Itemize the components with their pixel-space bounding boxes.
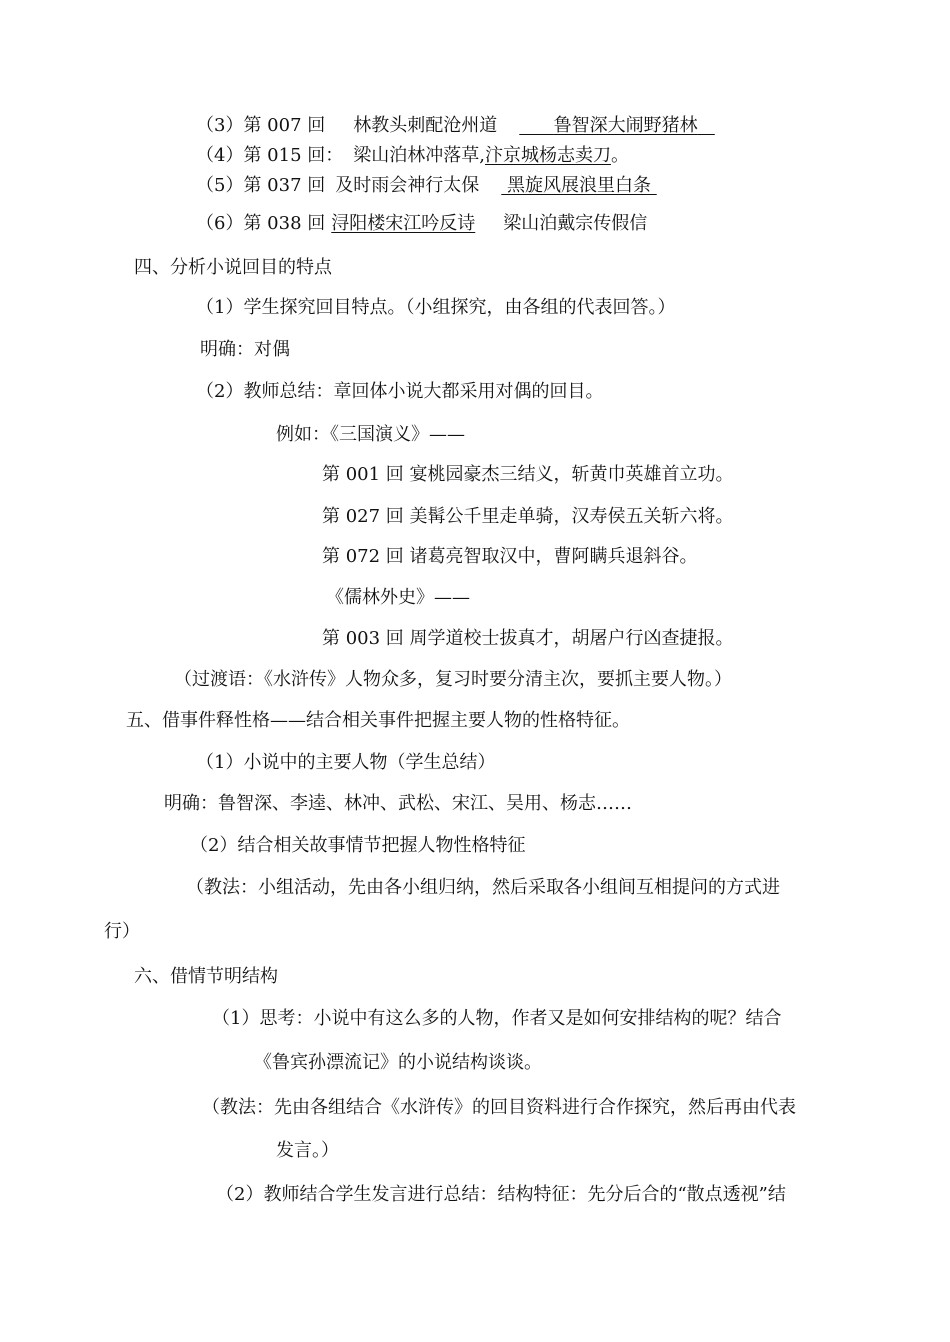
section-heading-4: 四、分析小说回目的特点 bbox=[134, 257, 332, 278]
section4-answer: 明确：对偶 bbox=[200, 339, 290, 360]
underlined-title: 浔阳楼宋江吟反诗 bbox=[331, 213, 476, 234]
rulin-chapter-3: 第 003 回 周学道校士拔真才，胡屠户行凶查捷报。 bbox=[322, 628, 734, 649]
section6-item1-line1: （1）思考：小说中有这么多的人物，作者又是如何安排结构的呢？结合 bbox=[212, 1008, 782, 1029]
chapter-line-3: （3）第 007 回 林教头刺配沧州道 鲁智深大闹野猪林 bbox=[196, 114, 715, 138]
section-heading-6: 六、借情节明结构 bbox=[134, 966, 278, 987]
chapter-line-4: （4）第 015 回： 梁山泊林冲落草,汴京城杨志卖刀。 bbox=[196, 145, 629, 166]
section5-method-line2: 行） bbox=[104, 921, 140, 942]
chapter-line-5: （5）第 037 回 及时雨会神行太保 黑旋风展浪里白条 bbox=[196, 174, 657, 198]
section4-item2: （2）教师总结：章回体小说大都采用对偶的回目。 bbox=[196, 381, 604, 402]
transition-note: （过渡语：《水浒传》人物众多，复习时要分清主次，要抓主要人物。） bbox=[174, 669, 732, 690]
sanguo-chapter-72: 第 072 回 诸葛亮智取汉中，曹阿瞒兵退斜谷。 bbox=[322, 546, 698, 567]
example-intro: 例如：《三国演义》—— bbox=[276, 424, 465, 445]
underlined-title: 汴京城杨志卖刀 bbox=[485, 145, 611, 166]
section6-method-line2: 发言。） bbox=[276, 1140, 339, 1161]
sanguo-chapter-27: 第 027 回 美髯公千里走单骑，汉寿侯五关斩六将。 bbox=[322, 506, 734, 527]
chapter-line-6: （6）第 038 回 浔阳楼宋江吟反诗 梁山泊戴宗传假信 bbox=[196, 213, 648, 234]
section-heading-5: 五、借事件释性格——结合相关事件把握主要人物的性格特征。 bbox=[126, 710, 630, 731]
section5-item2: （2）结合相关故事情节把握人物性格特征 bbox=[190, 835, 526, 856]
section5-item1: （1）小说中的主要人物（学生总结） bbox=[196, 752, 496, 773]
section6-method-line1: （教法：先由各组结合《水浒传》的回目资料进行合作探究，然后再由代表 bbox=[202, 1097, 796, 1118]
underlined-title: 鲁智深大闹野猪林 bbox=[553, 115, 698, 136]
underlined-title: 黑旋风展浪里白条 bbox=[507, 175, 651, 196]
section5-answer: 明确：鲁智深、李逵、林冲、武松、宋江、吴用、杨志…… bbox=[164, 793, 632, 814]
rulin-title: 《儒林外史》—— bbox=[326, 587, 470, 608]
section5-method-line1: （教法：小组活动，先由各小组归纳，然后采取各小组间互相提问的方式进 bbox=[186, 877, 780, 898]
sanguo-chapter-1: 第 001 回 宴桃园豪杰三结义，斩黄巾英雄首立功。 bbox=[322, 464, 734, 485]
section6-item1-line2: 《鲁宾孙漂流记》的小说结构谈谈。 bbox=[254, 1052, 542, 1073]
section6-item2: （2）教师结合学生发言进行总结：结构特征：先分后合的“散点透视”结 bbox=[216, 1184, 786, 1205]
section4-item1: （1）学生探究回目特点。（小组探究，由各组的代表回答。） bbox=[196, 297, 676, 318]
